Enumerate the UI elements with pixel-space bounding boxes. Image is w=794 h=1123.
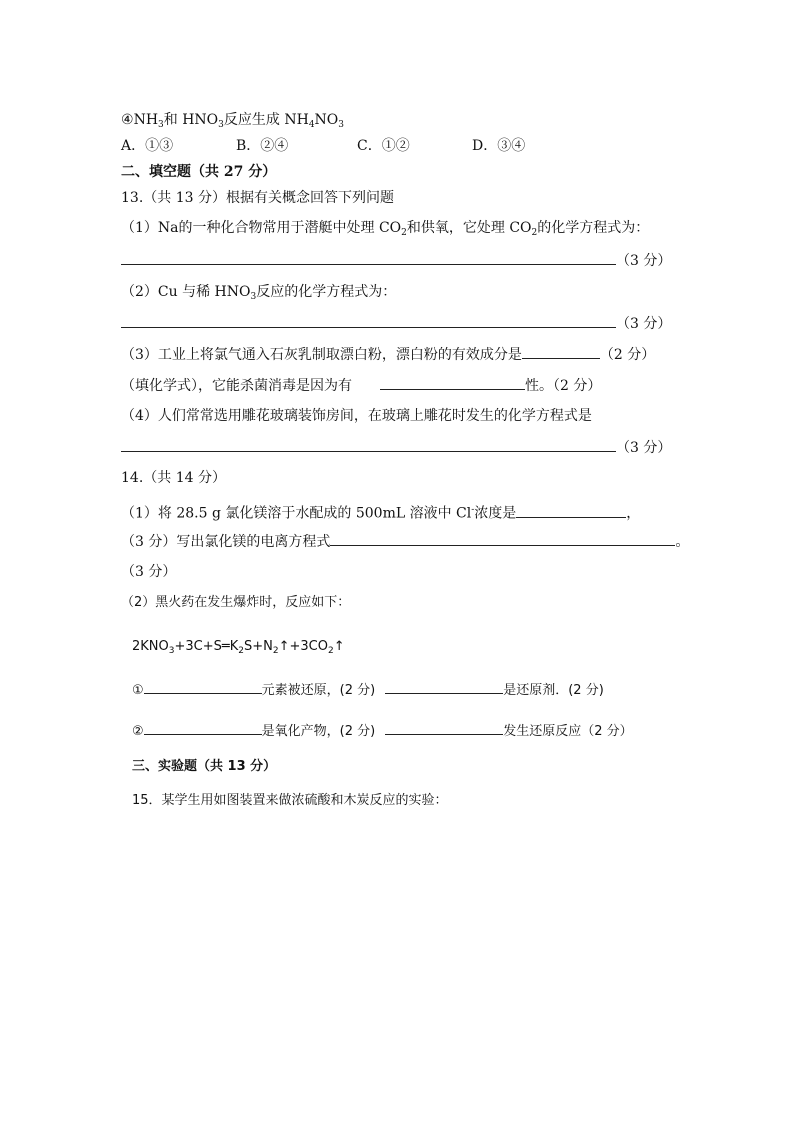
q13-stem: 13.（共 13 分）根据有关概念回答下列问题 <box>121 190 394 206</box>
answer-blank[interactable] <box>121 437 616 452</box>
text: （2）Cu 与稀 HNO <box>121 284 251 300</box>
answer-blank[interactable] <box>121 250 616 265</box>
q14-part-1-line-2 <box>121 531 689 552</box>
answer-blank[interactable] <box>385 679 503 694</box>
subscript: 2 <box>531 228 538 238</box>
score: （3 分） <box>616 316 672 332</box>
text: 浓度是 <box>474 505 517 522</box>
circled-num: ② <box>132 724 144 739</box>
text: NO <box>314 112 339 128</box>
q12-option-c: C．①② <box>357 138 410 154</box>
q13-part-4-answer-row <box>121 437 671 458</box>
answer-blank[interactable] <box>516 503 626 518</box>
text: 反应的化学方程式为： <box>256 284 397 300</box>
text: 反应生成 NH <box>223 112 309 128</box>
superscript: - <box>471 505 475 515</box>
circled-num: ④ <box>121 112 134 128</box>
score: （3 分） <box>616 253 672 269</box>
subscript: 3 <box>218 120 224 130</box>
text: ↑+3CO <box>278 639 328 654</box>
text: 。 <box>675 534 690 550</box>
q14-part-1-line-1 <box>121 500 640 524</box>
q13-part-3-line-1 <box>121 344 655 365</box>
subscript: 3 <box>158 120 164 130</box>
q13-part-3-line-2 <box>121 375 601 396</box>
text: ， <box>626 505 641 522</box>
q13-part-2 <box>121 282 396 302</box>
text: +3C+S═K <box>174 639 239 654</box>
q15-stem: 15．某学生用如图装置来做浓硫酸和木炭反应的实验： <box>132 793 448 808</box>
answer-blank[interactable] <box>522 344 600 359</box>
q14-part-2-row-1 <box>132 679 604 701</box>
subscript: 2 <box>238 646 244 656</box>
text: （1）Na的一种化合物常用于潜艇中处理 CO <box>121 220 402 236</box>
circled-num: ① <box>132 683 144 698</box>
q13-part-4: （4）人们常常选用雕花玻璃装饰房间，在玻璃上雕花时发生的化学方程式是 <box>121 408 592 424</box>
answer-blank[interactable] <box>380 375 525 390</box>
text: （1）将 28.5 g 氯化镁溶于水配成的 500mL 溶液中 Cl <box>121 505 472 522</box>
q12-option-a: A．①③ <box>121 138 174 154</box>
subscript: 2 <box>401 228 407 238</box>
section-2-title: 二、填空题（共 27 分） <box>121 164 277 180</box>
subscript: 3 <box>168 646 175 656</box>
subscript: 3 <box>250 292 257 302</box>
text: S+N <box>243 639 273 654</box>
text: 性。（2 分） <box>525 378 602 394</box>
q13-part-2-answer-row <box>121 313 671 334</box>
q12-item-4 <box>121 110 344 130</box>
answer-blank[interactable] <box>144 679 262 694</box>
score: （2 分） <box>599 347 656 363</box>
answer-blank[interactable] <box>121 313 616 328</box>
text: （3）工业上将氯气通入石灰乳制取漂白粉，漂白粉的有效成分是 <box>121 347 522 363</box>
section-3-title: 三、实验题（共 13 分） <box>132 759 277 774</box>
q13-part-1 <box>121 218 649 238</box>
q14-equation <box>132 637 345 657</box>
q14-part-1-line-3: （3 分） <box>121 564 177 580</box>
q14-stem: 14.（共 14 分） <box>121 470 226 486</box>
text: 是还原剂．(2 分) <box>503 683 604 698</box>
text: 发生还原反应（2 分） <box>503 724 633 739</box>
text: 和供氧，它处理 CO <box>406 220 532 236</box>
subscript: 2 <box>327 646 334 656</box>
text: 的化学方程式为： <box>537 220 650 236</box>
text: 和 HNO <box>163 112 219 128</box>
subscript: 3 <box>338 120 345 130</box>
text: 是氧化产物，(2 分) <box>261 724 376 739</box>
q12-option-b: B．②④ <box>236 138 289 154</box>
text: 2KNO <box>132 639 169 654</box>
score: （3 分） <box>616 440 672 456</box>
text: ↑ <box>333 639 345 654</box>
q12-option-d: D．③④ <box>472 138 526 154</box>
text: NH <box>133 112 159 128</box>
text: 元素被还原，(2 分) <box>261 683 376 698</box>
subscript: 2 <box>272 646 279 656</box>
subscript: 4 <box>308 120 315 130</box>
answer-blank[interactable] <box>144 720 262 735</box>
answer-blank[interactable] <box>385 720 503 735</box>
q13-part-1-answer-row <box>121 250 671 271</box>
text: （3 分）写出氯化镁的电离方程式 <box>121 534 331 550</box>
text: （填化学式），它能杀菌消毒是因为有 <box>121 378 352 394</box>
q14-part-2-intro: （2）黑火药在发生爆炸时，反应如下： <box>121 595 351 610</box>
q14-part-2-row-2 <box>132 720 633 742</box>
answer-blank[interactable] <box>330 531 675 546</box>
